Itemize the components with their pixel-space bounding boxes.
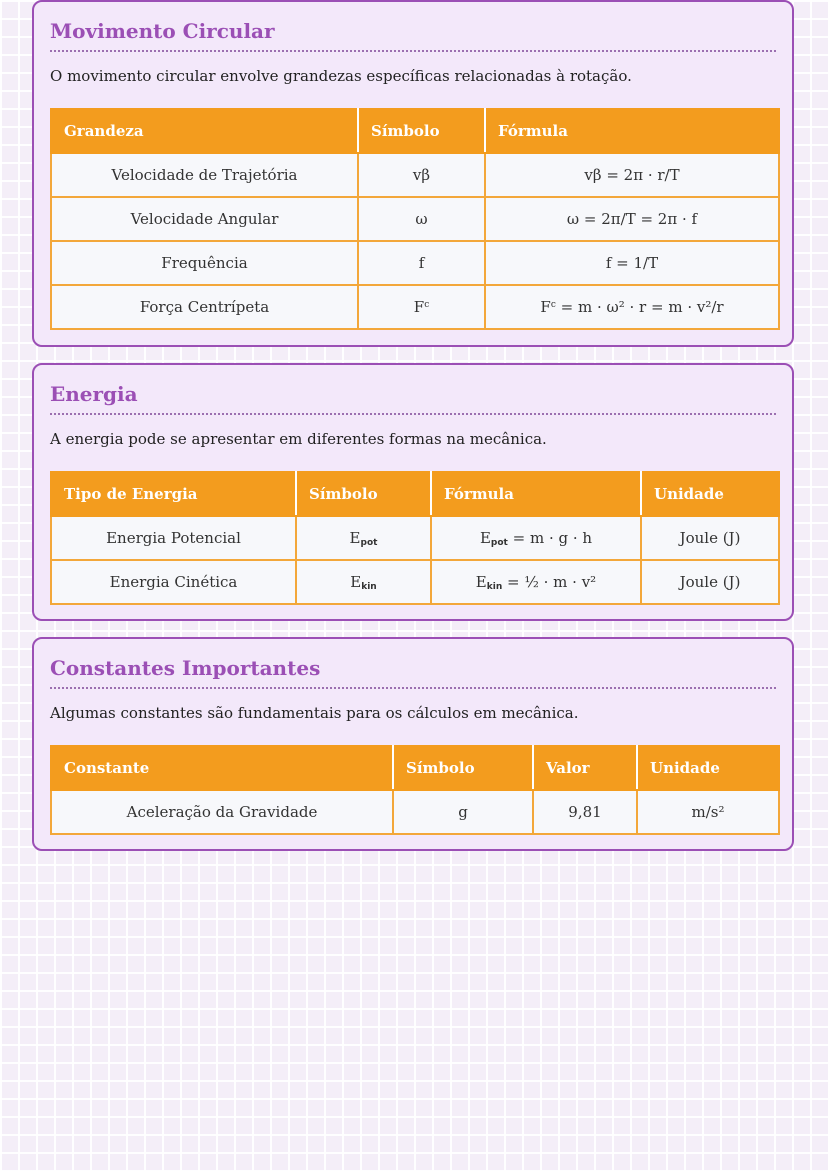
formula-base: E — [475, 572, 487, 591]
formula-cell — [431, 560, 641, 604]
table-row — [51, 241, 779, 285]
symbol-subscript: kin — [361, 581, 377, 592]
constants-card — [32, 637, 794, 851]
formula-cell: ω = 2π/T = 2π · f — [485, 197, 779, 241]
quantity-cell: Velocidade Angular — [51, 197, 358, 241]
symbol-base: E — [350, 572, 362, 591]
constants-title: Constantes Importantes — [50, 655, 776, 689]
unit-cell: m/s² — [637, 790, 779, 834]
symbol-cell — [296, 560, 431, 604]
column-header-formula: Fórmula — [431, 472, 641, 516]
circular-motion-card — [32, 0, 794, 347]
formula-subscript: kin — [486, 581, 503, 592]
table-row — [51, 285, 779, 329]
formula-cell — [431, 516, 641, 560]
energy-card — [32, 363, 794, 621]
circular-motion-table — [50, 108, 780, 330]
formula-superscript: c — [550, 300, 556, 310]
column-header-symbol: Símbolo — [393, 746, 533, 790]
formula-subscript: pot — [490, 537, 508, 548]
column-header-constant: Constante — [51, 746, 393, 790]
energy-description: A energia pode se apresentar em diferentes formas na mecânica. — [50, 430, 547, 448]
value-cell: 9,81 — [533, 790, 637, 834]
table-row — [51, 153, 779, 197]
table-row — [51, 197, 779, 241]
quantity-cell: Frequência — [51, 241, 358, 285]
table-header-row — [51, 746, 779, 790]
formula-base: E — [479, 528, 491, 547]
table-row — [51, 560, 779, 604]
formula-base: F — [540, 298, 551, 316]
constants-table — [50, 745, 780, 835]
column-header-symbol: Símbolo — [358, 109, 485, 153]
symbol-cell — [296, 516, 431, 560]
symbol-cell: vβ — [358, 153, 485, 197]
energy-table — [50, 471, 780, 605]
formula-cell: f = 1/T — [485, 241, 779, 285]
table-row — [51, 790, 779, 834]
column-header-quantity: Grandeza — [51, 109, 358, 153]
table-header-row — [51, 472, 779, 516]
symbol-cell: g — [393, 790, 533, 834]
circular-motion-title: Movimento Circular — [50, 18, 776, 52]
table-row — [51, 516, 779, 560]
symbol-base: F — [413, 298, 425, 316]
energy-title: Energia — [50, 381, 776, 415]
constants-description: Algumas constantes são fundamentais para os cálculos em mecânica. — [50, 704, 579, 722]
formula-rest: = m · g · h — [507, 528, 593, 547]
column-header-unit: Unidade — [641, 472, 779, 516]
quantity-cell: Velocidade de Trajetória — [51, 153, 358, 197]
formula-rest: = m · ω² · r = m · v²/r — [555, 298, 724, 316]
energy-type-cell: Energia Cinética — [51, 560, 296, 604]
symbol-base: E — [349, 528, 361, 547]
unit-cell: Joule (J) — [641, 516, 779, 560]
column-header-formula: Fórmula — [485, 109, 779, 153]
energy-type-cell: Energia Potencial — [51, 516, 296, 560]
formula-cell: vβ = 2π · r/T — [485, 153, 779, 197]
formula-rest: = ½ · m · v² — [502, 572, 597, 591]
constant-name-cell: Aceleração da Gravidade — [51, 790, 393, 834]
symbol-cell: f — [358, 241, 485, 285]
symbol-superscript: c — [424, 300, 430, 310]
column-header-symbol: Símbolo — [296, 472, 431, 516]
symbol-subscript: pot — [360, 537, 378, 548]
column-header-unit: Unidade — [637, 746, 779, 790]
formula-cell — [485, 285, 779, 329]
column-header-type: Tipo de Energia — [51, 472, 296, 516]
quantity-cell: Força Centrípeta — [51, 285, 358, 329]
symbol-cell — [358, 285, 485, 329]
column-header-value: Valor — [533, 746, 637, 790]
symbol-cell: ω — [358, 197, 485, 241]
circular-motion-description: O movimento circular envolve grandezas específicas relacionadas à rotação. — [50, 67, 632, 85]
unit-cell: Joule (J) — [641, 560, 779, 604]
table-header-row — [51, 109, 779, 153]
